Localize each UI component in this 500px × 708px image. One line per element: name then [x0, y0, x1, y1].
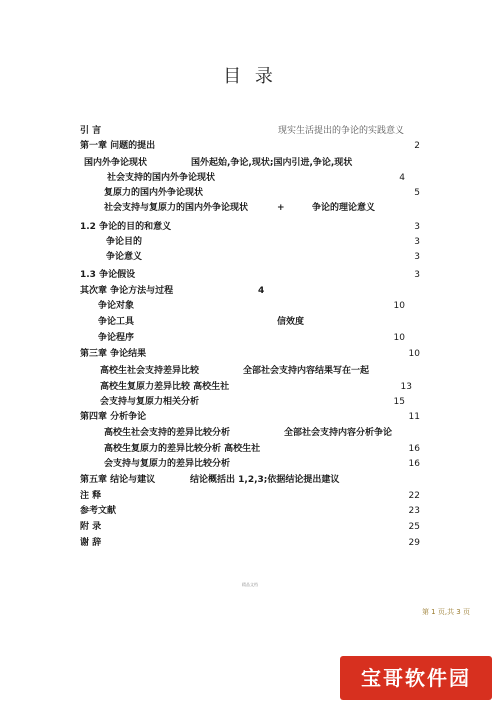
toc-entry-page: 11 — [408, 412, 420, 422]
toc-entry-page: 22 — [408, 491, 420, 501]
page-indicator: 第 1 页,共 3 页 — [421, 608, 470, 616]
toc-entry-page: 23 — [408, 506, 420, 516]
toc-entry-note: + — [277, 203, 285, 213]
toc-entry-page: 10 — [393, 333, 405, 343]
toc-entry-note: 结论概括出 1,2,3;依据结论提出建议 — [190, 475, 340, 485]
toc-entry-label: 社会支持与复原力的国内外争论现状 — [104, 203, 249, 213]
toc-entry-label: 争论工具 — [98, 317, 135, 327]
toc-entry-label: 第三章 争论结果 — [80, 349, 147, 359]
toc-entry-label: 引 言 — [80, 126, 102, 136]
toc-entry-label: 复原力的国内外争论现状 — [104, 188, 204, 198]
toc-entry-page: 10 — [393, 301, 405, 311]
toc-entry-note: 全部社会支持内容结果写在一起 — [243, 366, 370, 376]
toc-entry-note: 争论的理论意义 — [312, 203, 376, 213]
toc-entry-note: 4 — [258, 286, 265, 296]
toc-entry-label: 争论程序 — [98, 333, 135, 343]
toc-entry-label: 高校生复原力差异比较 高校生社 — [100, 382, 230, 392]
toc-entry-label: 谢 辞 — [80, 538, 102, 548]
toc-entry-label: 其次章 争论方法与过程 — [80, 286, 174, 296]
toc-entry-label: 高校生复原力的差异比较分析 高校生社 — [104, 444, 261, 454]
toc-entry-label: 会支持与复原力的差异比较分析 — [104, 459, 231, 469]
toc-entry-label: 争论对象 — [98, 301, 135, 311]
toc-entry-label: 1.3 争论假设 — [80, 270, 136, 280]
toc-entry-page: 3 — [414, 237, 420, 247]
toc-entry-label: 会支持与复原力相关分析 — [100, 397, 200, 407]
toc-entry-label: 1.2 争论的目的和意义 — [80, 222, 172, 232]
toc-entry-label: 争论意义 — [106, 252, 143, 262]
toc-entry-page: 16 — [408, 444, 420, 454]
toc-entry-label: 注 释 — [80, 491, 102, 501]
toc-entry-label: 第一章 问题的提出 — [80, 141, 156, 151]
toc-entry-note: 全部社会支持内容分析争论 — [284, 428, 393, 438]
toc-entry-label: 社会支持的国内外争论现状 — [107, 173, 216, 183]
toc-entry-label: 第五章 结论与建议 — [80, 475, 156, 485]
toc-entry-note: 信效度 — [277, 317, 305, 327]
toc-entry-page: 3 — [414, 270, 420, 280]
toc-entry-label: 国内外争论现状 — [84, 158, 148, 168]
toc-entry-page: 16 — [408, 459, 420, 469]
toc-entry-page: 3 — [414, 222, 420, 232]
toc-entry-page: 5 — [414, 188, 420, 198]
toc-entry-label: 争论目的 — [106, 237, 143, 247]
toc-entry-page: 4 — [399, 173, 405, 183]
toc-entry-page: 2 — [414, 141, 420, 151]
toc-entry-note: 现实生活提出的争论的实践意义 — [278, 126, 405, 136]
toc-entry-note: 国外起始,争论,现状;国内引进,争论,现状 — [191, 158, 353, 168]
toc-entry-page: 3 — [414, 252, 420, 262]
toc-entry-label: 参考文献 — [80, 506, 117, 516]
toc-entry-label: 附 录 — [80, 522, 102, 532]
toc-entry-label: 高校生社会支持差异比较 — [100, 366, 200, 376]
toc-entry-label: 高校生社会支持的差异比较分析 — [104, 428, 231, 438]
toc-entry-page: 10 — [408, 349, 420, 359]
page-footnote: 精品文档 — [242, 582, 258, 587]
toc-entry-page: 25 — [408, 522, 420, 532]
toc-entry-label: 第四章 分析争论 — [80, 412, 147, 422]
page-title: 目 录 — [223, 66, 277, 87]
watermark-logo: 宝哥软件园 — [340, 656, 492, 700]
toc-entry-page: 13 — [400, 382, 412, 392]
toc-entry-page: 15 — [393, 397, 405, 407]
toc-entry-page: 29 — [408, 538, 420, 548]
